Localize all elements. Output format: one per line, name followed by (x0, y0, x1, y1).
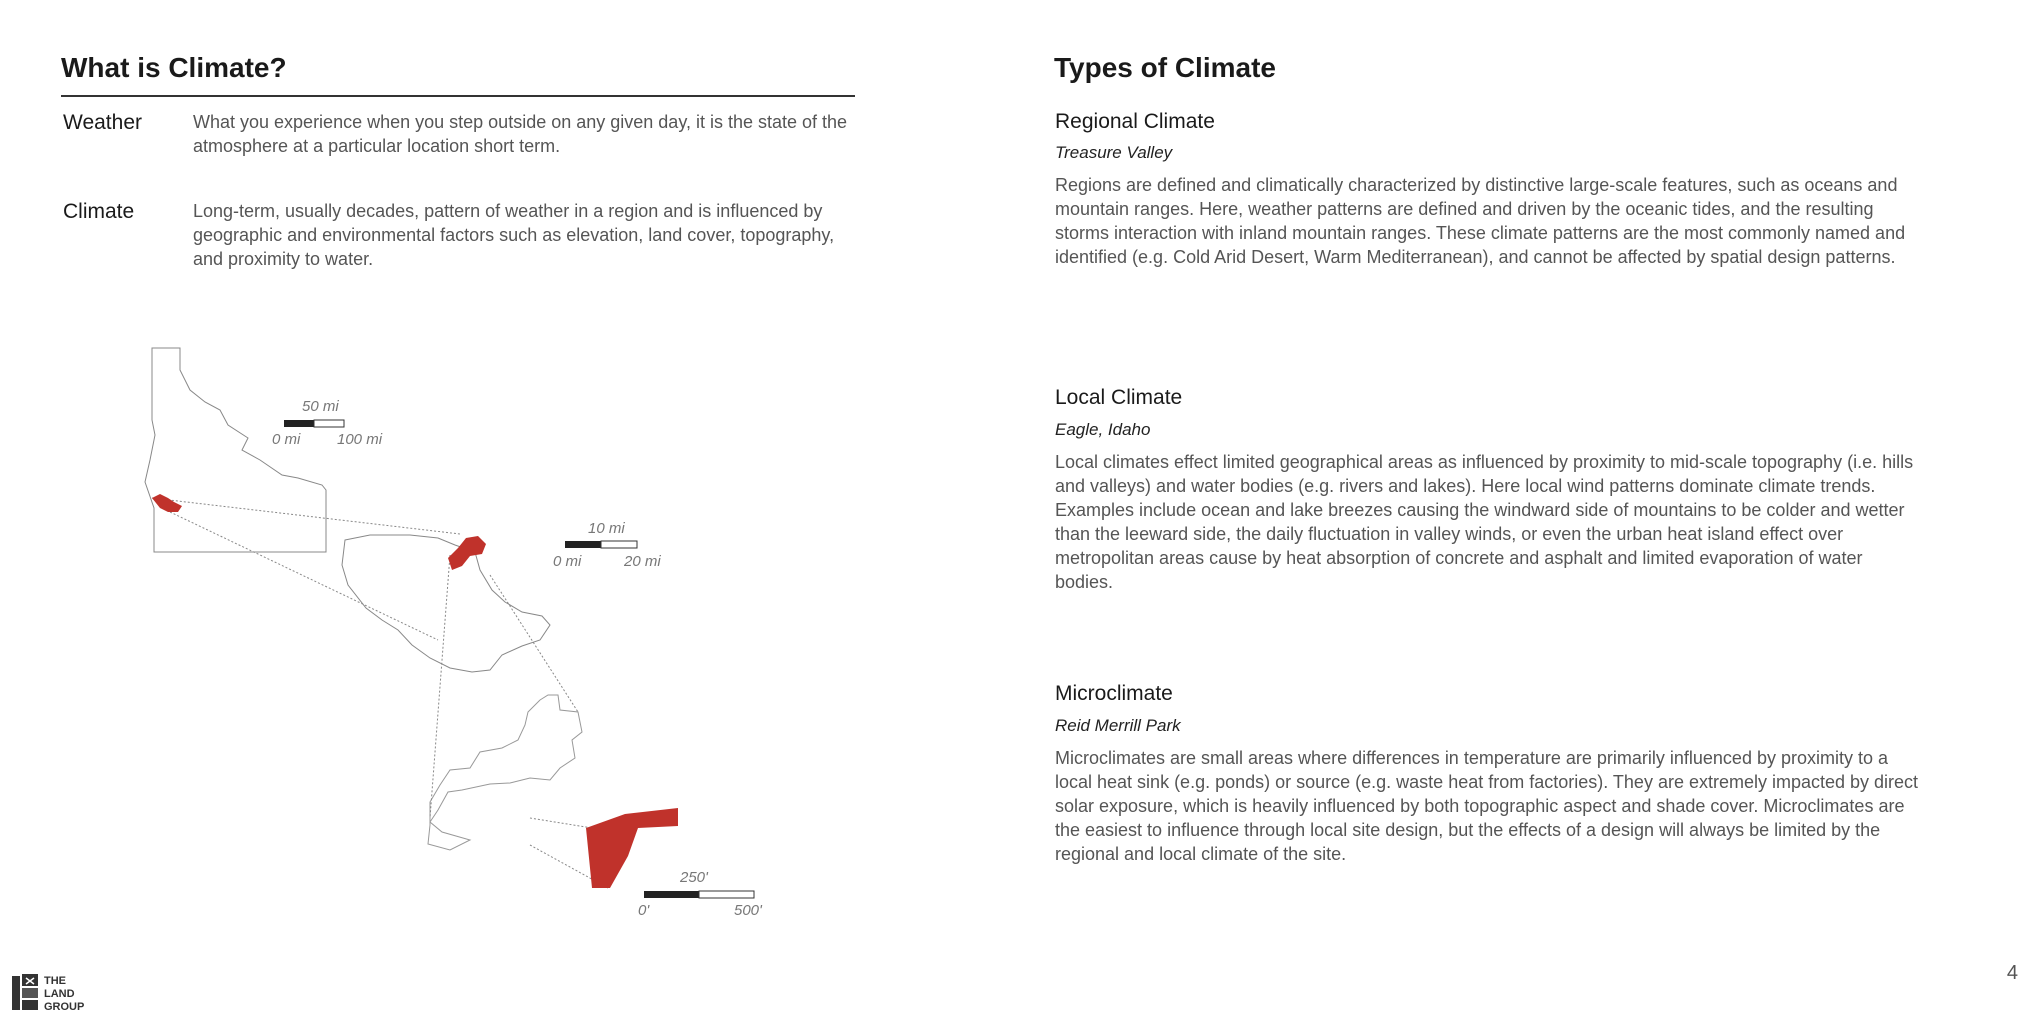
scale-3-mid-label: 250' (680, 869, 708, 886)
section-subheading-micro: Reid Merrill Park (1055, 716, 1181, 735)
section-heading-regional: Regional Climate (1055, 110, 1215, 133)
section-heading-micro: Microclimate (1055, 682, 1173, 705)
zoom-line (170, 512, 438, 640)
page-number: 4 (2006, 962, 2018, 984)
treasure-valley-highlight (152, 494, 182, 512)
section-body-regional: Regions are defined and climatically characterized by distinctive large-scale features, such as oceans and mountain ranges. Here, weather patterns are defined and driven by the oceanic tides, and the resulting storms interaction with inland mountain ranges. These climate patterns are the most commonly named and identified (e.g. Cold Arid Desert, Warm Mediterranean), and cannot be affected by spatial design patterns. (1055, 175, 1906, 267)
zoom-line (490, 575, 578, 712)
zoom-line (152, 498, 460, 534)
section-subheading-regional: Treasure Valley (1055, 143, 1173, 162)
scale-1-mid-label: 50 mi (302, 398, 339, 415)
definition-text-weather: What you experience when you step outside on any given day, it is the state of the atmosphere at a particular location short term. (193, 112, 848, 156)
logo-word-3: GROUP (44, 1001, 85, 1013)
zoom-line (530, 818, 592, 828)
scale-1-start-label: 0 mi (272, 431, 301, 448)
logo-word-2: LAND (44, 988, 75, 1000)
scale-2-start-label: 0 mi (553, 553, 582, 570)
scale-bar-3-empty (699, 891, 754, 898)
left-title: What is Climate? (61, 52, 287, 83)
park-highlight (586, 808, 678, 888)
scale-2-mid-label: 10 mi (588, 520, 625, 537)
company-logo (12, 972, 102, 1019)
scale-bar-3-filled (644, 891, 699, 898)
eagle-highlight (448, 536, 486, 570)
definition-term-weather: Weather (63, 111, 142, 134)
scale-1-end-label: 100 mi (337, 431, 383, 448)
section-subheading-local: Eagle, Idaho (1055, 420, 1151, 439)
title-divider (61, 95, 855, 97)
definition-text-climate: Long-term, usually decades, pattern of weather in a region and is influenced by geographic and environmental factors such as elevation, land cover, topography, and proximity to water. (193, 201, 835, 269)
zoom-line (430, 555, 450, 818)
scale-bar-2-filled (565, 541, 601, 548)
scale-bar-1-empty (314, 420, 344, 427)
logo-word-1: THE (44, 975, 66, 987)
city-outline (428, 695, 582, 850)
right-title: Types of Climate (1054, 52, 1276, 83)
scale-3-start-label: 0' (638, 902, 650, 919)
idaho-state-outline (145, 348, 326, 552)
scale-2-end-label: 20 mi (624, 553, 661, 570)
section-body-local: Local climates effect limited geographical areas as influenced by proximity to mid-scale topography (i.e. hills and valleys) and water bodies (e.g. rivers and lakes). Here local wind patterns dominate climate trends. Examples include ocean and lake breezes causing the windward side of mountains to be colder and wetter than the leeward side, the daily fluctuation in valley winds, or even the urban heat island effect over metropolitan areas cause by heat absorption of concrete and asphalt and limited evaporation of water bodies. (1055, 452, 1914, 592)
climate-scale-map (130, 340, 790, 930)
scale-3-end-label: 500' (734, 902, 762, 919)
section-body-micro: Microclimates are small areas where differences in temperature are primarily influenced by proximity to a local heat sink (e.g. ponds) or source (e.g. waste heat from factories). They are extremely impacted by direct solar exposure, which is heavily influenced by both topographic aspect and shade cover. Microclimates are the easiest to influence through local site design, but the effects of a design will always be limited by the regional and local climate of the site. (1055, 748, 1919, 864)
scale-bar-1-filled (284, 420, 314, 427)
scale-bar-2-empty (601, 541, 637, 548)
definition-term-climate: Climate (63, 200, 135, 223)
section-heading-local: Local Climate (1055, 386, 1183, 409)
